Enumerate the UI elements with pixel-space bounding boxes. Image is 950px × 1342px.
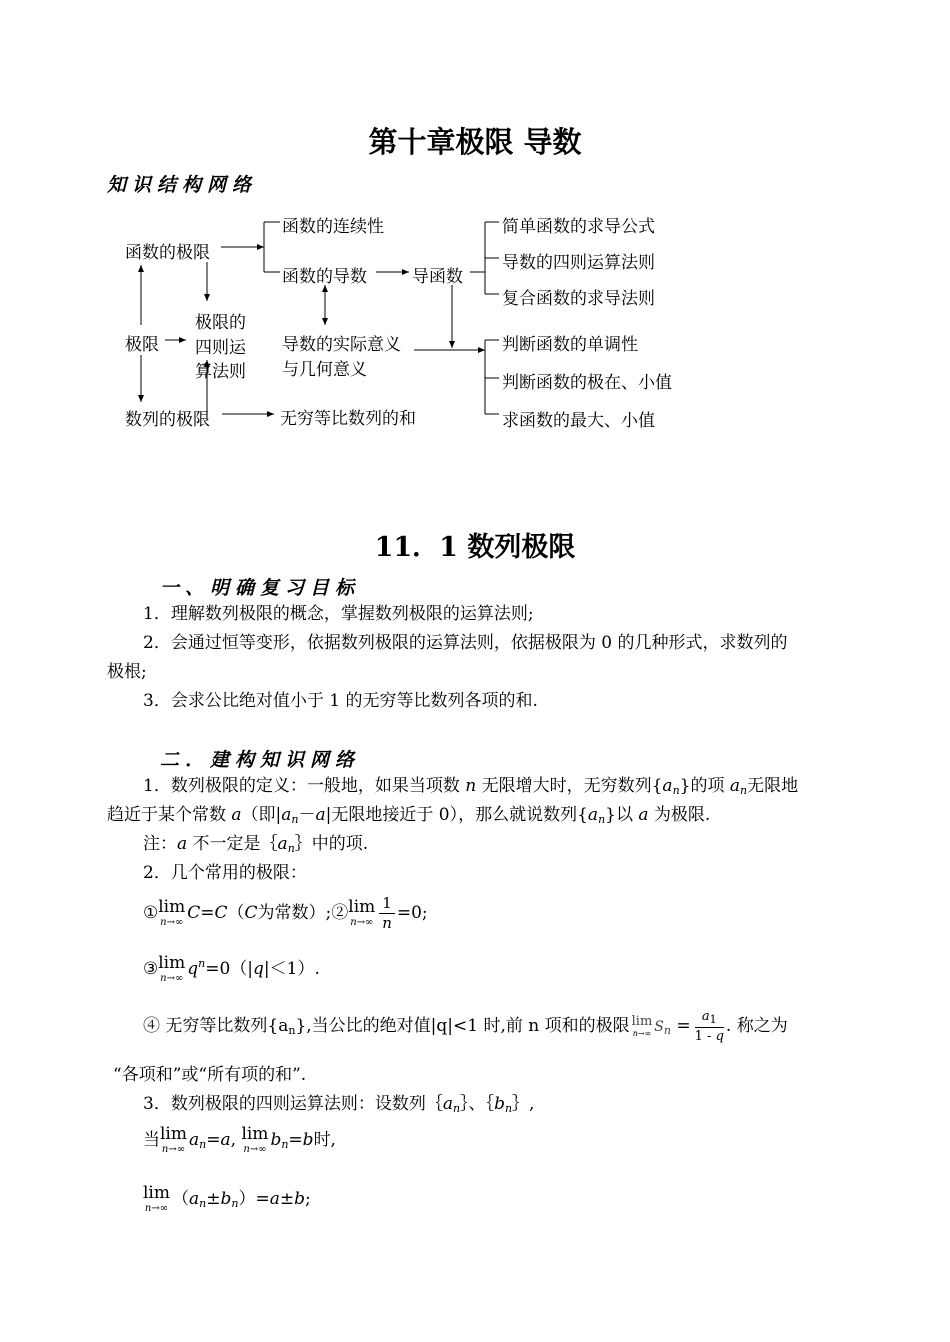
node-monotonic: 判断函数的单调性 — [502, 335, 638, 355]
node-derivative: 导函数 — [412, 267, 463, 287]
node-limit: 极限 — [125, 335, 159, 355]
goal-3: 3．会求公比绝对值小于 1 的无穷等比数列各项的和. — [143, 691, 538, 711]
goal-1: 1．理解数列极限的概念，掌握数列极限的运算法则; — [143, 604, 534, 624]
node-four-rules: 导数的四则运算法则 — [502, 253, 655, 273]
node-meaning-2: 与几何意义 — [282, 360, 367, 380]
common-limit-3: ③ lim n→∞ $q^n=0(|q|<1)$. — [143, 953, 320, 984]
fraction: $\frac{1}{n}$ — [379, 896, 395, 931]
four-rules-line: 3．数列极限的四则运算法则：设数列$\{a_n\}$、$\{b_n\}$, — [143, 1094, 535, 1115]
common-limit-4-line2: “各项和”或“所有项的和”. — [113, 1065, 307, 1085]
goal-2a: 2．会通过恒等变形，依据数列极限的运算法则，依据极限为 0 的几种形式，求数列的 — [143, 633, 788, 653]
page-title: 第十章极限 导数 — [368, 125, 582, 159]
goal-2b: 极根; — [107, 662, 147, 682]
node-meaning-1: 导数的实际意义 — [282, 335, 401, 355]
node-func-derivative: 函数的导数 — [282, 267, 367, 287]
note-line: 注：a 不一定是$\{a_n\}$中的项. — [143, 834, 369, 855]
lim-operator: lim n→∞ — [158, 897, 186, 928]
network-heading: 二．建构知识网络 — [160, 749, 361, 771]
common-limits-heading: 2．几个常用的极限： — [143, 863, 307, 883]
section-title: 11．1 数列极限 — [374, 532, 576, 563]
node-composite: 复合函数的求导法则 — [502, 289, 655, 309]
goals-heading: 一、明确复习目标 — [160, 577, 361, 599]
node-four-ops-2: 四则运 — [195, 338, 246, 358]
definition-line1: 1．数列极限的定义：一般地，如果当项数 n 无限增大时，无穷数列$\{a_n\}$的项 $a_n$无限地 — [143, 776, 799, 797]
common-limit-4: ④ 无穷等比数列$\{a_n\}$,当公比的绝对值|q|<1 时,前 n 项和的极限 lim n→∞ $S_n$ = $\frac{a_1}{1 - q}$ . 称之为 — [143, 1009, 788, 1044]
knowledge-diagram — [0, 0, 950, 470]
common-limit-1: ① lim n→∞ C=C（C为常数）;② lim n→∞ $\frac{1}{n}$ =0; — [143, 894, 428, 932]
definition-line2: 趋近于某个常数 a（即$|a_n-a|$无限地接近于 0），那么就说数列$\{a_n\}$以 a 为极限. — [107, 805, 711, 826]
node-four-ops-3: 算法则 — [195, 362, 246, 382]
node-maxmin: 求函数的最大、小值 — [502, 411, 655, 431]
structure-heading: 知识结构网络 — [107, 174, 258, 196]
when-line: 当 lim n→∞ $a_n=a$, lim n→∞ $b_n=b$时, — [143, 1124, 336, 1155]
sum-rule-line: lim n→∞ $(a_n\pm b_n)=a\pm b$; — [143, 1183, 311, 1214]
node-func-limit: 函数的极限 — [125, 243, 210, 263]
node-simple-formula: 简单函数的求导公式 — [502, 217, 655, 237]
node-extreme: 判断函数的极在、小值 — [502, 373, 672, 393]
node-infinite-sum: 无穷等比数列的和 — [280, 409, 416, 429]
node-continuity: 函数的连续性 — [282, 217, 384, 237]
node-seq-limit: 数列的极限 — [125, 410, 210, 430]
node-four-ops-1: 极限的 — [195, 313, 246, 333]
